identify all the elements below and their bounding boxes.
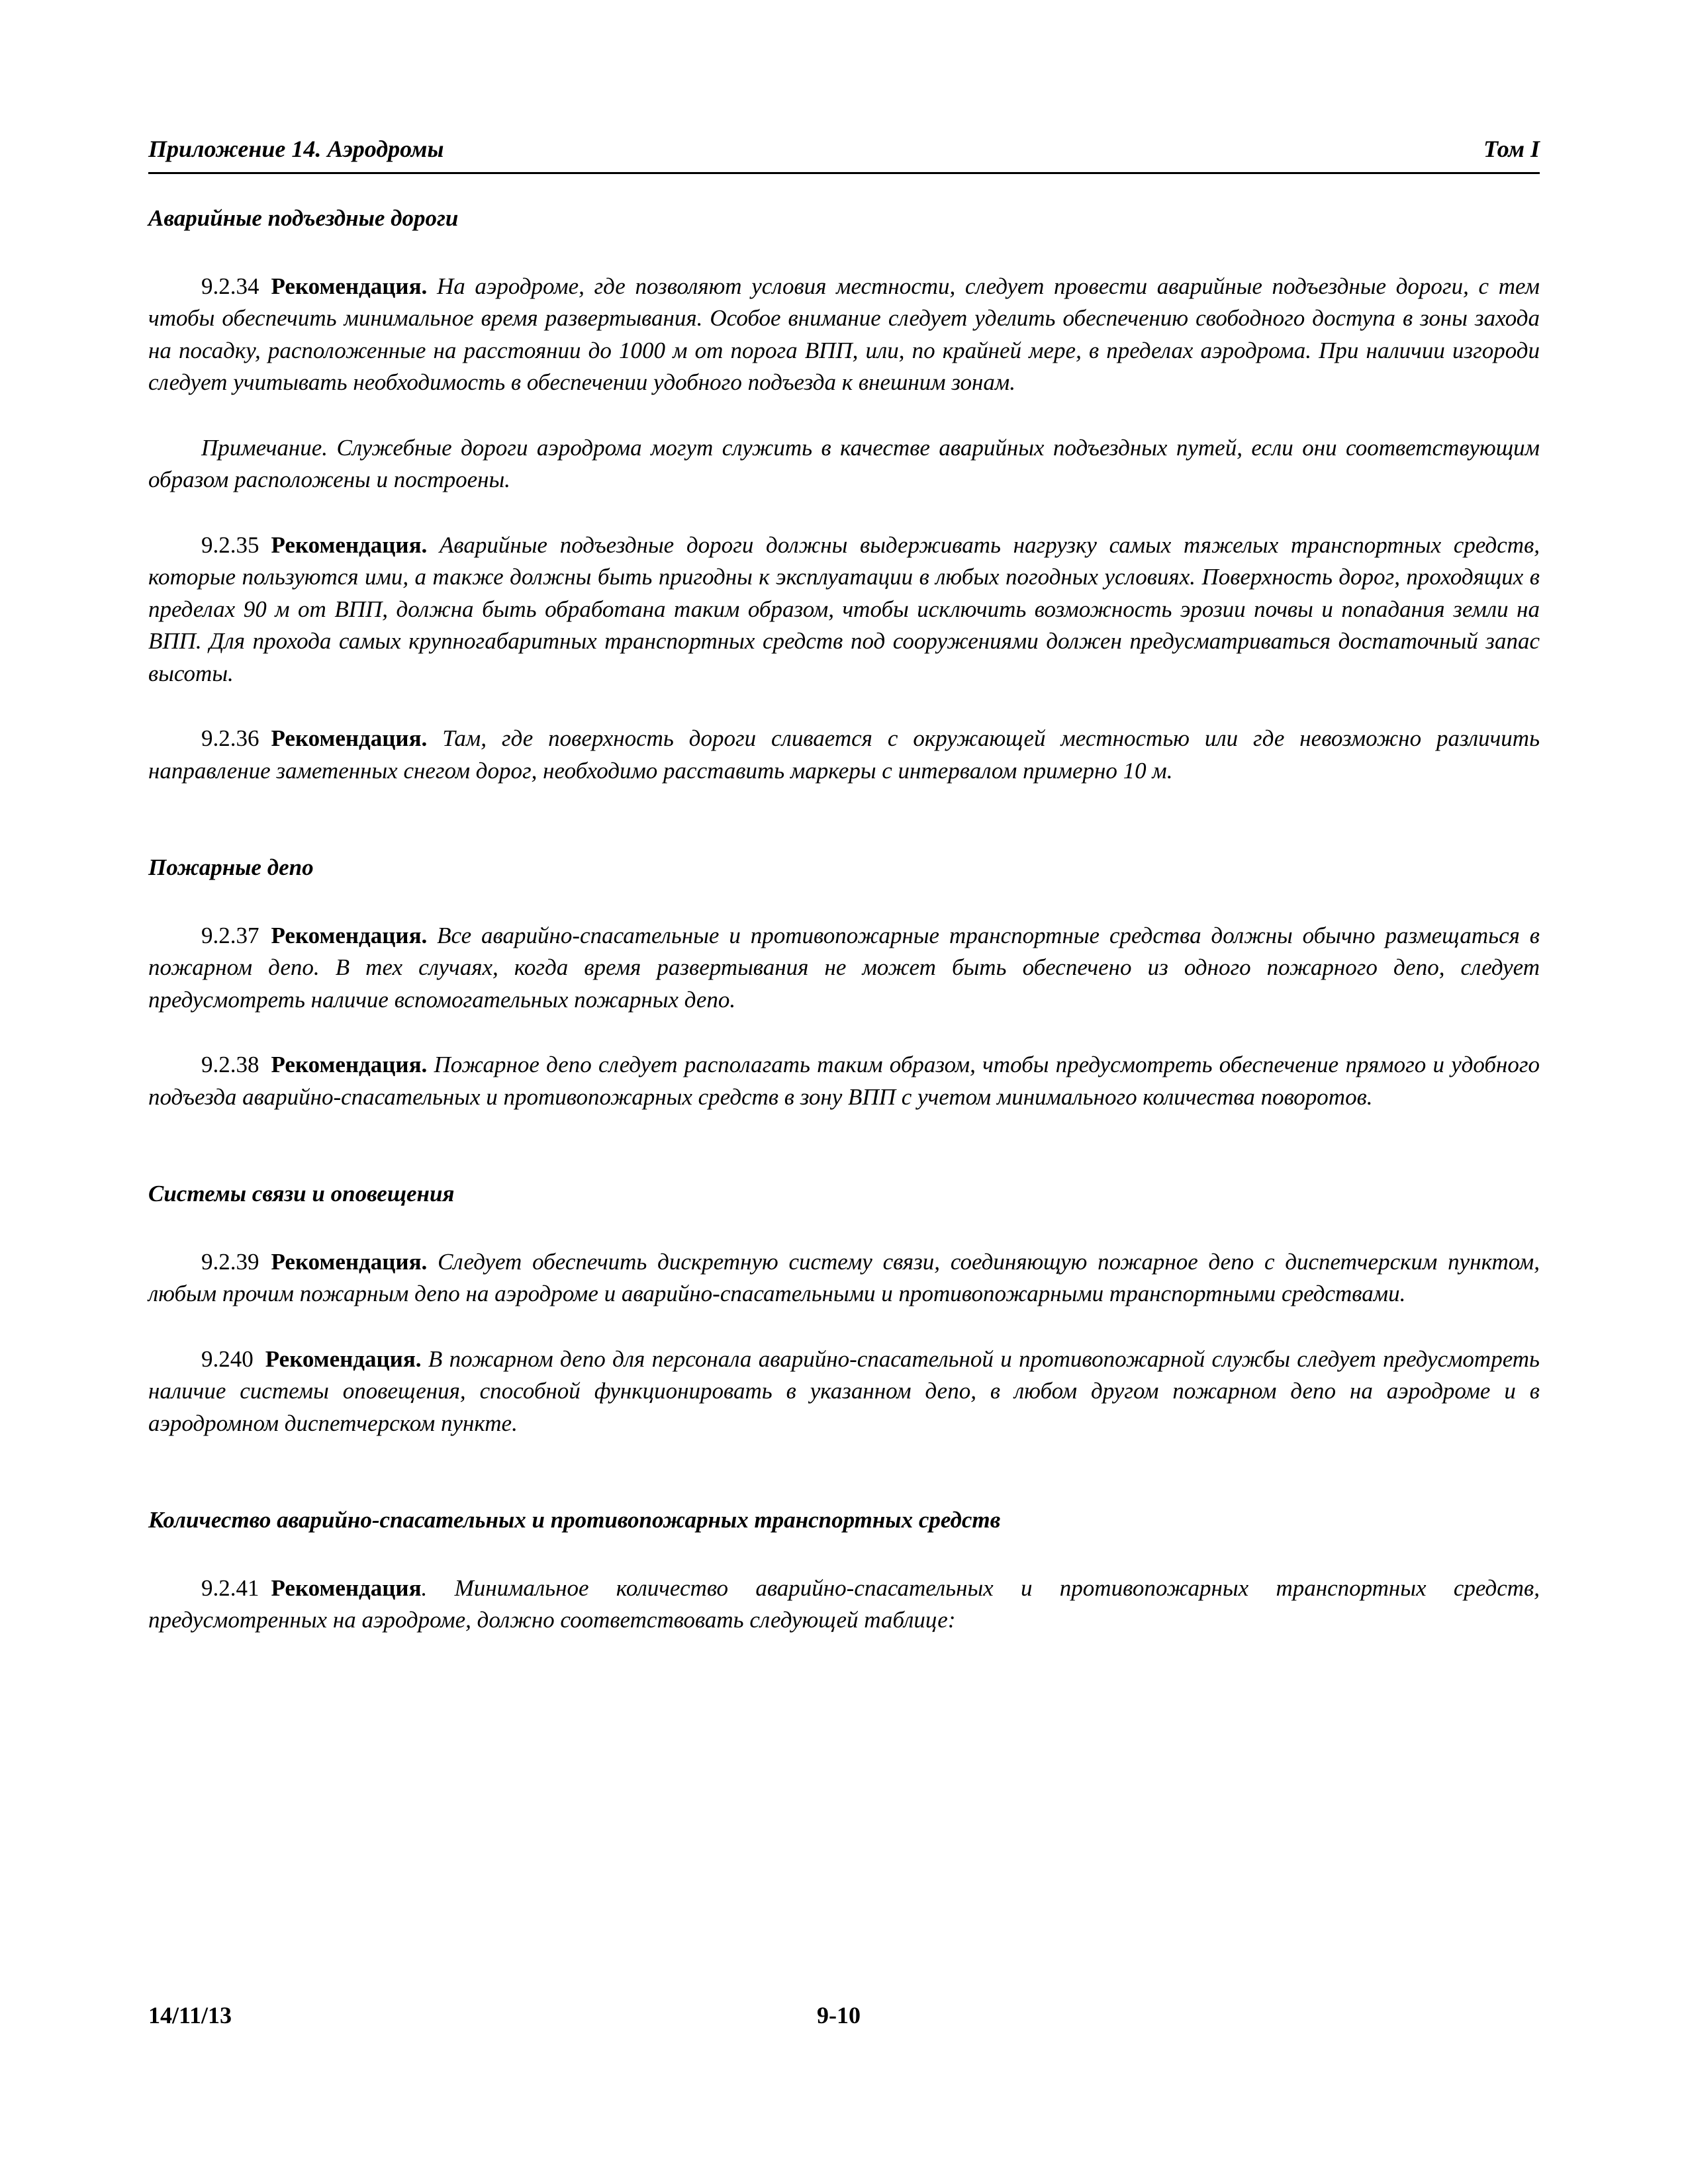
paragraph-number: 9.2.36 (201, 725, 259, 751)
paragraph-9-2-39 (148, 1246, 1540, 1310)
footer-date: 14/11/13 (148, 2002, 232, 2028)
paragraph-text: Там, где поверхность дороги сливается с окружающей местностью или где невозможно различить направление заметенных снегом дорог, необходимо расставить маркеры с интервалом примерно 10 м. (148, 725, 1540, 784)
header-document-title: Приложение 14. Аэродромы (148, 136, 444, 162)
paragraph-9-2-38 (148, 1049, 1540, 1113)
recommendation-label: Рекомендация. (271, 531, 428, 558)
section-heading: Пожарные депо (148, 854, 314, 880)
paragraph-text: Следует обеспечить дискретную систему связи, соединяющую пожарное депо с диспетчерским пунктом, любым прочим пожарным депо на аэродроме и аварийно-спасательными и противопожарными транспортными средствами. (148, 1248, 1540, 1306)
paragraph-text: Аварийные подъездные дороги должны выдерживать нагрузку самых тяжелых транспортных средств, которые пользуются ими, а также должны быть пригодны к эксплуатации в любых погодных условиях. Поверхность дорог, проходящих в пределах 90 м от ВПП, должна быть обработана таким образом, чтобы исключить возможность эрозии почвы и попадания земли на ВПП. Для прохода самых крупногабаритных транспортных средств под сооружениями должен предусматриваться достаточный запас высоты. (148, 531, 1540, 686)
paragraph-9-2-41 (148, 1572, 1540, 1637)
paragraph-9-2-36 (148, 723, 1540, 787)
page-header (148, 132, 1540, 174)
recommendation-label: Рекомендация. (271, 922, 428, 948)
page-footer (148, 2001, 1540, 2034)
header-volume: Том I (1483, 136, 1540, 162)
paragraph-number: 9.2.38 (201, 1052, 259, 1077)
paragraph-text: Пожарное депо следует располагать таким образом, чтобы предусмотреть обеспечение прямого и удобного подъезда аварийно-спасательных и противопожарных средств в зону ВПП с учетом минимального количества поворотов. (148, 1052, 1540, 1110)
paragraph-number: 9.2.34 (201, 273, 259, 299)
note: Примечание. Служебные дороги аэродрома могут служить в качестве аварийных подъездных путей, если они соответствующим образом расположены и построены. (148, 434, 1540, 492)
paragraph-text: В пожарном депо для персонала аварийно-спасательной и противопожарной службы следует предусмотреть наличие системы оповещения, способной функционировать в указанном депо, в любом другом пожарном депо на аэродроме и в аэродромном диспетчерском пункте. (148, 1345, 1540, 1436)
section-heading: Аварийные подъездные дороги (148, 205, 459, 231)
paragraph-number: 9.2.37 (201, 922, 259, 948)
recommendation-label: Рекомендация. (265, 1345, 422, 1372)
recommendation-label: Рекомендация. (271, 1248, 428, 1275)
section-heading: Количество аварийно-спасательных и противопожарных транспортных средств (148, 1507, 1001, 1533)
paragraph-9-240 (148, 1343, 1540, 1440)
document-body (148, 203, 1540, 1637)
recommendation-label: Рекомендация (271, 1574, 422, 1601)
section-heading: Системы связи и оповещения (148, 1181, 455, 1206)
paragraph-9-2-35 (148, 529, 1540, 690)
paragraph-number: 9.2.41 (201, 1574, 259, 1601)
paragraph-text: На аэродроме, где позволяют условия местности, следует провести аварийные подъездные дороги, с тем чтобы обеспечить минимальное время развертывания. Особое внимание следует уделить обеспечению свободного доступа в зоны захода на посадку, расположенные на расстоянии до 1000 м от порога ВПП, или, по крайней мере, в пределах аэродрома. При наличии изгороди следует учитывать необходимость в обеспечении удобного подъезда к внешним зонам. (148, 273, 1540, 395)
paragraph-text: Все аварийно-спасательные и противопожарные транспортные средства должны обычно размещаться в пожарном депо. В тех случаях, когда время развертывания не может быть обеспечено из одного пожарного депо, следует предусмотреть наличие вспомогательных пожарных депо. (148, 922, 1540, 1013)
paragraph-number: 9.2.35 (201, 531, 259, 558)
paragraph-9-2-37 (148, 920, 1540, 1017)
recommendation-label: Рекомендация. (271, 273, 428, 299)
paragraph-9-2-34 (148, 271, 1540, 399)
paragraph-number: 9.2.39 (201, 1248, 259, 1275)
paragraph-number: 9.240 (201, 1345, 254, 1372)
footer-page-number: 9-10 (817, 2002, 861, 2028)
recommendation-label: Рекомендация. (271, 725, 428, 751)
recommendation-label: Рекомендация. (271, 1052, 428, 1077)
paragraph-text: . Минимальное количество аварийно-спасательных и противопожарных транспортных средств, предусмотренных на аэродроме, должно соответствовать следующей таблице: (148, 1574, 1540, 1633)
